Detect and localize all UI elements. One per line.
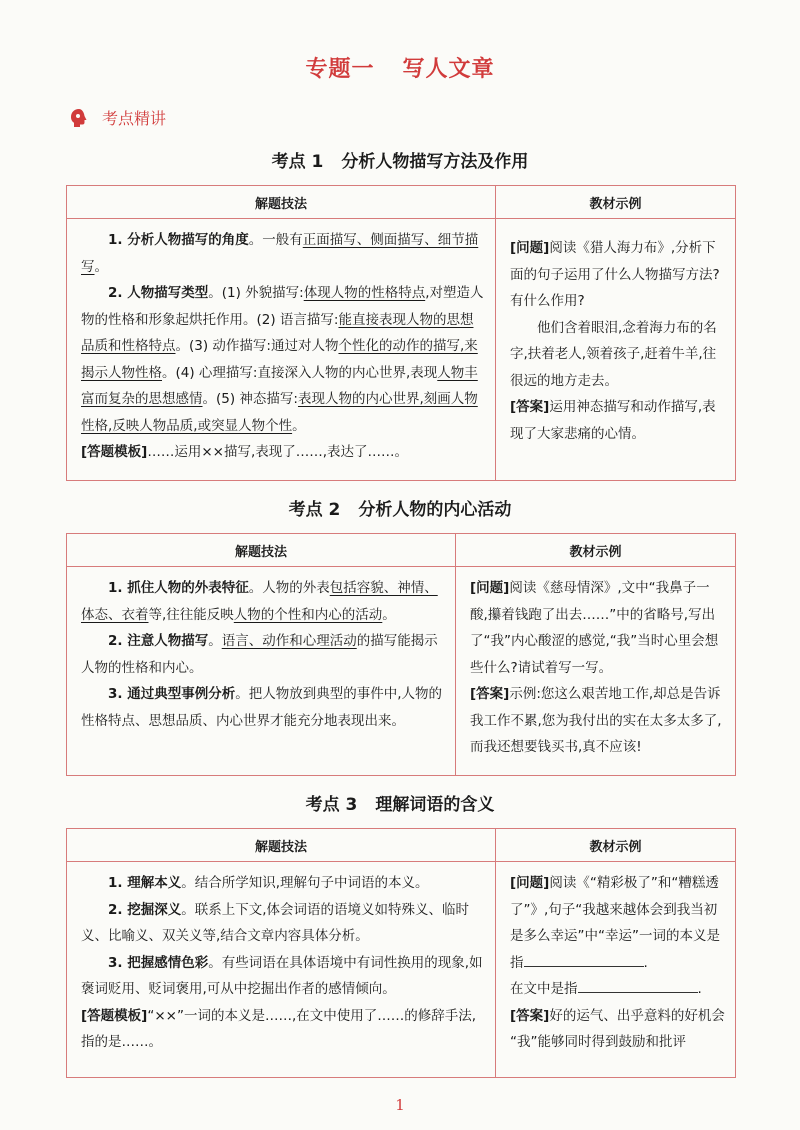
kp3-question-text: 阅读《“精彩极了”和“糟糕透了”》,句子“我越来越体会到我当初是多么幸运”中“幸运”一词的本义是指 — [510, 875, 720, 971]
kp2-name: 分析人物的内心活动 — [358, 500, 512, 520]
kp3-p1-text: 。结合所学知识,理解句子中词语的本义。 — [181, 875, 429, 891]
kp1-answer — [510, 394, 725, 447]
kp2-answer-tag: [答案] — [470, 686, 510, 702]
kp1-p2-u1: 体现人物的性格特点 — [303, 285, 426, 301]
title-subject: 写人文章 — [402, 57, 495, 82]
brain-icon — [68, 107, 90, 129]
section-heading — [68, 106, 166, 129]
kp2-question — [470, 575, 725, 681]
section-label: 考点精讲 — [102, 109, 167, 128]
kp1-para-2 — [81, 280, 485, 439]
kp3-table — [66, 828, 736, 1078]
kp3-question: [问题]阅读《“精彩极了”和“糟糕透了”》,句子“我越来越体会到我当初是多么幸运”中“幸运”一词的本义是指 . — [510, 875, 720, 971]
kp3-question-text-2: 在文中是指 — [510, 981, 578, 997]
kp1-name: 分析人物描写方法及作用 — [341, 152, 529, 172]
kp3-answer-text: 好的运气、出乎意料的好机会 “我”能够同时得到鼓励和批评 — [510, 1007, 725, 1050]
kp3-para-1 — [81, 870, 485, 897]
kp3-question-tag: [问题] — [510, 875, 550, 891]
kp1-p1-bold: 1. 分析人物描写的角度 — [108, 232, 249, 248]
kp2-para-1 — [81, 575, 445, 628]
kp1-question — [510, 235, 725, 315]
kp2-heading — [0, 495, 800, 520]
kp1-p2-e: 。(5) 神态描写: — [202, 391, 298, 407]
kp1-p1-end: 。 — [94, 258, 108, 275]
kp3-question-2: 在文中是指 . — [510, 976, 725, 1003]
kp3-para-2 — [81, 897, 485, 950]
kp2-para-2 — [81, 628, 445, 681]
kp3-blank-2[interactable] — [578, 978, 698, 993]
kp1-heading — [0, 147, 800, 172]
kp1-quote: 他们含着眼泪,念着海力布的名字,扶着老人,领着孩子,赶着牛羊,往很远的地方走去。 — [510, 319, 717, 389]
kp2-p1-u1: 包括容貌、神情、体态、衣着 — [81, 580, 438, 623]
kp3-template-tag: [答题模板] — [81, 1007, 148, 1024]
title-topic: 专题一 — [305, 57, 375, 82]
kp2-col-right: 教材示例 — [456, 534, 736, 567]
kp2-p2-b: 的描写能揭示人物的性格和内心。 — [81, 633, 438, 676]
kp2-table — [66, 533, 736, 776]
kp2-para-3 — [81, 681, 445, 734]
kp2-method-cell — [67, 567, 456, 776]
kp1-example-cell — [496, 219, 736, 481]
kp3-p1-bold: 1. 理解本义 — [108, 875, 182, 891]
kp1-table — [66, 185, 736, 481]
kp1-template-tag: [答题模板] — [81, 444, 148, 460]
kp2-p3-bold: 3. 通过典型事例分析 — [108, 686, 236, 702]
kp2-number: 考点 2 — [288, 500, 341, 520]
kp1-p2-u3: 个性化的动作的描写,来揭示人物性格 — [81, 338, 478, 381]
kp3-answer-tag: [答案] — [510, 1007, 550, 1024]
kp1-p1-text: 。一般有 — [248, 232, 303, 248]
kp2-example-cell — [456, 567, 736, 776]
kp2-answer-text: 示例:您这么艰苦地工作,却总是告诉我工作不累,您为我付出的实在太多太多了,而我还想要钱买书,真不应该! — [470, 686, 722, 755]
kp3-heading — [0, 790, 800, 815]
kp3-template-text: “××”一词的本义是……,在文中使用了……的修辞手法,指的是……。 — [81, 1007, 477, 1050]
kp3-blank-1[interactable] — [524, 952, 644, 967]
kp3-example-cell — [496, 862, 736, 1078]
kp3-col-right: 教材示例 — [496, 829, 736, 862]
kp3-col-left: 解题技法 — [67, 829, 496, 862]
kp1-p2-u2: 能直接表现人物的思想品质和性格特点 — [81, 311, 474, 354]
page-number: 1 — [395, 1096, 405, 1114]
kp3-method-cell — [67, 862, 496, 1078]
kp2-answer — [470, 681, 725, 761]
page-title — [0, 52, 800, 83]
kp1-answer-text: 运用神态描写和动作描写,表现了大家悲痛的心情。 — [510, 399, 716, 442]
kp1-p2-c: 。(3) 动作描写:通过对人物 — [175, 338, 339, 354]
kp3-para-3 — [81, 950, 485, 1003]
kp1-question-tag: [问题] — [510, 240, 550, 256]
kp3-template — [81, 1003, 485, 1056]
kp1-p2-b: ,对塑造人物的性格和形象起烘托作用。(2) 语言描写: — [81, 285, 484, 328]
kp2-p3-text: 。把人物放到典型的事件中,人物的性格特点、思想品质、内心世界才能充分地表现出来。 — [81, 686, 443, 729]
kp1-method-cell — [67, 219, 496, 481]
kp2-col-left: 解题技法 — [67, 534, 456, 567]
kp3-name: 理解词语的含义 — [375, 795, 495, 815]
kp1-p2-u5: 表现人物的内心世界,刻画人物性格,反映人物品质,或突显人物个性 — [81, 391, 478, 434]
kp1-col-left: 解题技法 — [67, 186, 496, 219]
kp1-p2-d: 。(4) 心理描写:直接深入人物的内心世界,表现 — [162, 364, 438, 381]
kp2-p1-b: 等,往往能反映 — [148, 606, 234, 623]
kp3-p3-bold: 3. 把握感情色彩 — [108, 954, 209, 971]
kp1-question-text: 阅读《猎人海力布》,分析下面的句子运用了什么人物描写方法?有什么作用? — [510, 240, 720, 309]
kp3-p2-bold: 2. 挖掘深义 — [108, 901, 182, 918]
kp2-p1-bold: 1. 抓住人物的外表特征 — [108, 580, 249, 596]
kp2-question-tag: [问题] — [470, 580, 510, 596]
kp3-number: 考点 3 — [305, 795, 358, 815]
kp1-p2-f: 。 — [292, 417, 306, 434]
kp1-p1-underline: 正面描写、侧面描写、细节描写 — [81, 232, 479, 275]
kp2-p1-a: 。人物的外表 — [248, 580, 330, 596]
kp2-p2-a: 。 — [208, 633, 222, 649]
kp2-p2-bold: 2. 注意人物描写 — [108, 633, 209, 649]
kp1-number: 考点 1 — [271, 152, 324, 172]
kp2-p1-c: 。 — [382, 606, 396, 623]
kp1-col-right: 教材示例 — [496, 186, 736, 219]
kp1-p2-bold: 2. 人物描写类型 — [108, 285, 209, 301]
kp3-answer — [510, 1003, 725, 1056]
kp1-p2-u4: 人物丰富而复杂的思想感情 — [81, 364, 478, 407]
kp1-para-1 — [81, 227, 485, 280]
kp2-p2-u: 语言、动作和心理活动 — [221, 633, 357, 649]
kp1-template — [81, 439, 485, 466]
kp3-p3-text: 。有些词语在具体语境中有词性换用的现象,如褒词贬用、贬词褒用,可从中挖掘出作者的感情倾向。 — [81, 954, 483, 997]
kp2-p1-u2: 人物的个性和内心的活动 — [233, 606, 383, 623]
kp3-p2-text: 。联系上下文,体会词语的语境义如特殊义、临时义、比喻义、双关义等,结合文章内容具体分析。 — [81, 901, 470, 944]
kp1-answer-tag: [答案] — [510, 399, 550, 415]
kp1-p2-a: 。(1) 外貌描写: — [208, 285, 304, 301]
kp2-question-text: 阅读《慈母情深》,文中“我鼻子一酸,攥着钱跑了出去……”中的省略号,写出了“我”内心酸涩的感觉,“我”当时心里会想些什么?请试着写一写。 — [470, 580, 719, 676]
kp1-template-text: ……运用××描写,表现了……,表达了……。 — [147, 444, 409, 460]
